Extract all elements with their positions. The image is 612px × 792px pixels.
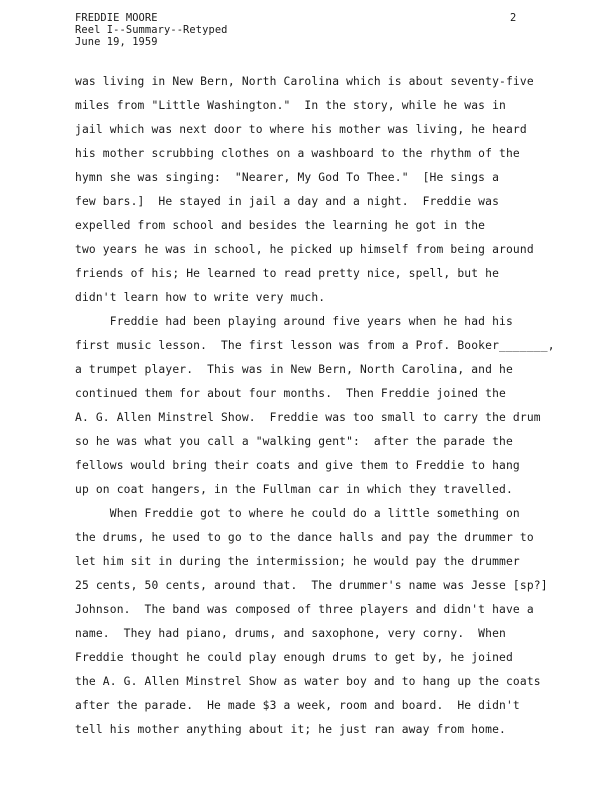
body-line: When Freddie got to where he could do a little something on bbox=[75, 507, 520, 520]
body-line: Freddie had been playing around five years when he had his bbox=[75, 315, 513, 328]
body-line: name. They had piano, drums, and saxophone, very corny. When bbox=[75, 627, 506, 640]
body-line: didn't learn how to write very much. bbox=[75, 291, 326, 304]
body-line: miles from "Little Washington." In the story, while he was in bbox=[75, 99, 506, 112]
body-line: 25 cents, 50 cents, around that. The drummer's name was Jesse [sp?] bbox=[75, 579, 548, 592]
body-line: A. G. Allen Minstrel Show. Freddie was too small to carry the drum bbox=[75, 411, 541, 424]
body-line: his mother scrubbing clothes on a washboard to the rhythm of the bbox=[75, 147, 520, 160]
header-reel: Reel I--Summary--Retyped bbox=[75, 24, 228, 36]
body-line: so he was what you call a "walking gent": after the parade the bbox=[75, 435, 513, 448]
body-line: expelled from school and besides the learning he got in the bbox=[75, 219, 486, 232]
body-line: hymn she was singing: "Nearer, My God To Thee." [He sings a bbox=[75, 171, 500, 184]
body-line: friends of his; He learned to read pretty nice, spell, but he bbox=[75, 267, 500, 280]
header-name: FREDDIE MOORE bbox=[75, 12, 158, 24]
header-date: June 19, 1959 bbox=[75, 36, 158, 48]
body-line: up on coat hangers, in the Fullman car in which they travelled. bbox=[75, 483, 513, 496]
body-line: tell his mother anything about it; he just ran away from home. bbox=[75, 723, 506, 736]
body-line: jail which was next door to where his mother was living, he heard bbox=[75, 123, 527, 136]
body-line: fellows would bring their coats and give them to Freddie to hang bbox=[75, 459, 520, 472]
body-line: continued them for about four months. Then Freddie joined the bbox=[75, 387, 506, 400]
body-line: was living in New Bern, North Carolina which is about seventy-five bbox=[75, 75, 534, 88]
body-line: let him sit in during the intermission; he would pay the drummer bbox=[75, 555, 520, 568]
body-line: after the parade. He made $3 a week, room and board. He didn't bbox=[75, 699, 520, 712]
body-line: a trumpet player. This was in New Bern, North Carolina, and he bbox=[75, 363, 513, 376]
body-line: Johnson. The band was composed of three players and didn't have a bbox=[75, 603, 534, 616]
body-line: two years he was in school, he picked up himself from being around bbox=[75, 243, 534, 256]
body-line: first music lesson. The first lesson was from a Prof. Booker_______, bbox=[75, 339, 555, 352]
body-line: few bars.] He stayed in jail a day and a night. Freddie was bbox=[75, 195, 500, 208]
body-line: the drums, he used to go to the dance halls and pay the drummer to bbox=[75, 531, 534, 544]
page-number: 2 bbox=[510, 12, 517, 24]
body-line: the A. G. Allen Minstrel Show as water boy and to hang up the coats bbox=[75, 675, 541, 688]
body-line: Freddie thought he could play enough drums to get by, he joined bbox=[75, 651, 513, 664]
